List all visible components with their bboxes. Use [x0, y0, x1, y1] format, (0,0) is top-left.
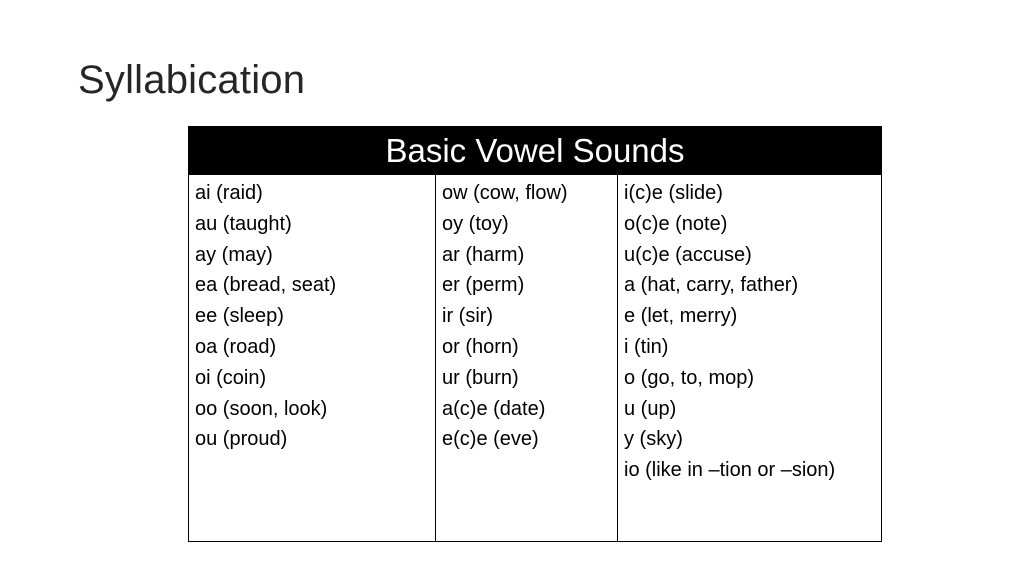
vowel-sound-entry: ir (sir) [442, 305, 494, 328]
vowel-sound-entry: u (up) [624, 397, 677, 420]
vowel-sound-entry: i(c)e (slide) [624, 182, 723, 204]
vowel-sound-entry: ai (raid) [195, 182, 263, 204]
vowel-sounds-table [188, 126, 882, 542]
vowel-sound-entry: oa (road) [195, 335, 277, 358]
vowel-sound-entry: oo (soon, look) [195, 397, 328, 420]
table-body [189, 175, 881, 541]
vowel-sound-entry: a(c)e (date) [442, 397, 546, 420]
vowel-sound-entry: u(c)e (accuse) [624, 243, 752, 266]
vowel-sound-entry: e(c)e (eve) [442, 428, 539, 451]
table-column-3 [618, 175, 881, 541]
vowel-sound-entry: ow (cow, flow) [442, 182, 568, 204]
vowel-sound-entry: er (perm) [442, 274, 525, 297]
vowel-sound-entry: ea (bread, seat) [195, 274, 337, 297]
vowel-sound-entry: ar (harm) [442, 243, 525, 266]
slide-title: Syllabication [78, 58, 306, 102]
vowel-sound-entry: io (like in –tion or –sion) [624, 459, 836, 482]
vowel-sound-entry: y (sky) [624, 428, 683, 451]
vowel-sound-entry: o (go, to, mop) [624, 366, 755, 389]
vowel-sound-entry: au (taught) [195, 212, 292, 235]
table-header: Basic Vowel Sounds [189, 127, 881, 175]
table-column-1 [189, 175, 436, 541]
vowel-sound-entry: a (hat, carry, father) [624, 274, 799, 297]
vowel-sound-entry: e (let, merry) [624, 305, 738, 328]
vowel-sound-entry: ay (may) [195, 243, 273, 266]
vowel-sound-entry: i (tin) [624, 335, 669, 358]
vowel-sound-entry: ou (proud) [195, 428, 288, 451]
vowel-sound-entry: oi (coin) [195, 366, 267, 389]
vowel-sound-entry: o(c)e (note) [624, 212, 728, 235]
vowel-sound-entry: ee (sleep) [195, 305, 284, 328]
vowel-sound-entry: or (horn) [442, 335, 519, 358]
vowel-sound-entry: ur (burn) [442, 366, 519, 389]
table-column-2 [436, 175, 618, 541]
vowel-sound-entry: oy (toy) [442, 212, 509, 235]
